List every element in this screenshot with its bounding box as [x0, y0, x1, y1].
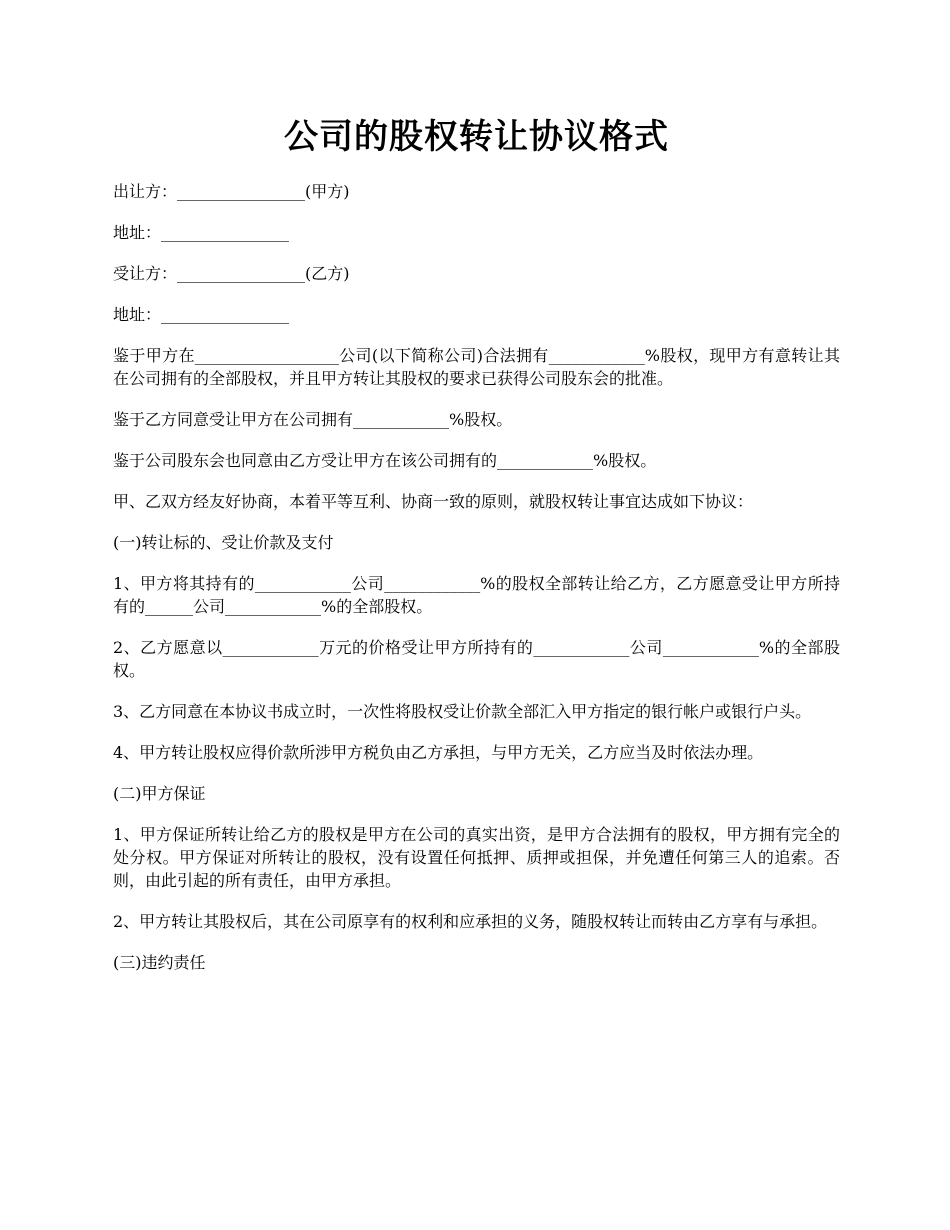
- clause-2-1: 1、甲方保证所转让给乙方的股权是甲方在公司的真实出资，是甲方合法拥有的股权，甲方拥有完全的处分权。甲方保证对所转让的股权，没有设置任何抵押、质押或担保，并免遭任何第三人的追索。否则，由此引起的所有责任，由甲方承担。: [113, 825, 840, 890]
- paragraph-transferor: 出让方：________________(甲方): [113, 182, 350, 201]
- clause-2-2: 2、甲方转让其股权后，其在公司原享有的权利和应承担的义务，随股权转让而转由乙方享有与承担。: [113, 912, 828, 931]
- paragraph-recital-2: 鉴于乙方同意受让甲方在公司拥有____________%股权。: [113, 410, 513, 429]
- paragraph-transferor-address: 地址：________________: [113, 223, 290, 242]
- paragraph-recital-3: 鉴于公司股东会也同意由乙方受让甲方在该公司拥有的____________%股权。: [113, 451, 657, 470]
- paragraph-agreement-intro: 甲、乙双方经友好协商，本着平等互利、协商一致的原则，就股权转让事宜达成如下协议：: [113, 492, 754, 511]
- section-heading-1: (一)转让标的、受让价款及支付: [113, 533, 334, 552]
- paragraph-recital-1: 鉴于甲方在__________________公司(以下简称公司)合法拥有____________%股权，现甲方有意转让其在公司拥有的全部股权，并且甲方转让其股权的要求已获得公司股东会的批准。: [113, 346, 840, 388]
- clause-1-1: 1、甲方将其持有的____________公司____________%的股权全部转让给乙方，乙方愿意受让甲方所持有的______公司____________%的全部股权。: [113, 574, 840, 616]
- paragraph-transferee: 受让方：________________(乙方): [113, 264, 350, 283]
- section-heading-2: (二)甲方保证: [113, 784, 206, 803]
- document-title: 公司的股权转让协议格式: [284, 117, 669, 157]
- clause-1-3: 3、乙方同意在本协议书成立时，一次性将股权受让价款全部汇入甲方指定的银行帐户或银行户头。: [113, 702, 812, 721]
- clause-1-2: 2、乙方愿意以____________万元的价格受让甲方所持有的____________公司____________%的全部股权。: [113, 638, 840, 680]
- clause-1-4: 4、甲方转让股权应得价款所涉甲方税负由乙方承担，与甲方无关，乙方应当及时依法办理。: [113, 743, 764, 762]
- section-heading-3: (三)违约责任: [113, 953, 206, 972]
- paragraph-transferee-address: 地址：________________: [113, 305, 290, 324]
